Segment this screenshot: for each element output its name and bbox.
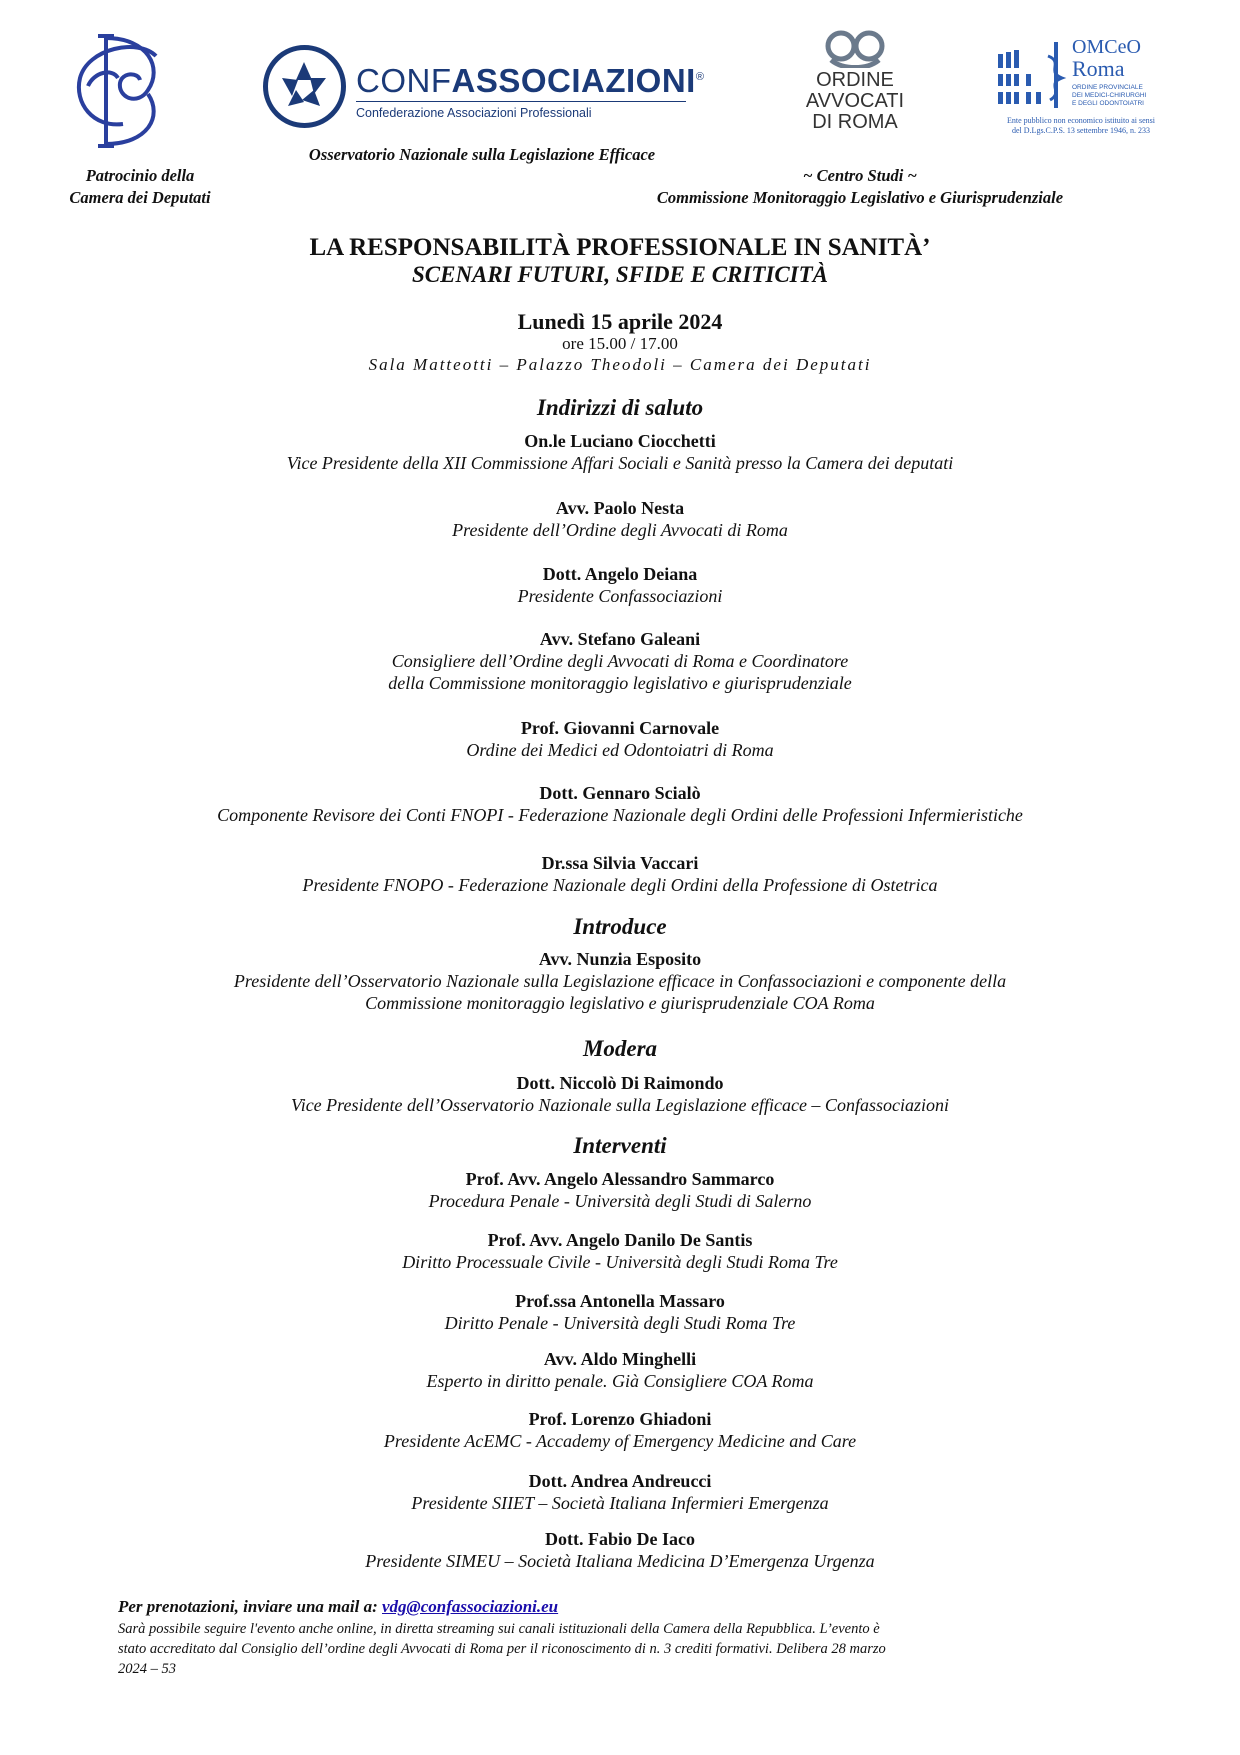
speaker-saluto-3	[60, 563, 1180, 607]
brand-associazioni: ASSOCIAZIONI	[451, 62, 696, 99]
confassociazioni-logo	[262, 44, 705, 129]
omceo-subtitle: Roma	[1072, 56, 1125, 81]
confassociazioni-emblem-icon	[262, 44, 347, 129]
speaker-role: Presidente dell’Osservatorio Nazionale sulla Legislazione efficace in Confassociazioni e componente della	[233, 971, 1007, 991]
booking-email-link[interactable]: vdg@confassociazioni.eu	[382, 1597, 559, 1616]
ordine-line-1: ORDINE	[816, 69, 894, 91]
speaker-saluto-4	[60, 628, 1180, 694]
speaker-role: Presidente AcEMC - Accademy of Emergency Medicine and Care	[383, 1431, 857, 1451]
camera-caption	[40, 165, 240, 209]
speaker-name: Avv. Aldo Minghelli	[543, 1349, 697, 1369]
brand-tagline: Confederazione Associazioni Professionali	[356, 106, 592, 120]
ordine-emblem-icon	[823, 26, 887, 68]
footer-note-line-1: Sarà possibile seguire l'evento anche online, in diretta streaming sui canali istituzionali della Camera della Repubblica. L’evento è	[118, 1621, 880, 1637]
speaker-role: Diritto Processuale Civile - Università degli Studi Roma Tre	[402, 1252, 838, 1272]
registered-mark: ®	[695, 71, 705, 83]
speaker-name: Dott. Fabio De Iaco	[545, 1529, 695, 1549]
booking-label: Per prenotazioni, inviare una mail a:	[118, 1597, 378, 1616]
speaker-name: Dott. Gennaro Scialò	[539, 783, 701, 803]
speaker-interventi-5	[60, 1408, 1180, 1452]
speaker-name: Dott. Angelo Deiana	[542, 564, 698, 584]
event-venue: Sala Matteotti – Palazzo Theodoli – Camera dei Deputati	[368, 355, 872, 374]
speaker-name: Avv. Nunzia Esposito	[538, 949, 702, 969]
osservatorio-caption: Osservatorio Nazionale sulla Legislazione Efficace	[308, 145, 656, 164]
speaker-name: Dott. Niccolò Di Raimondo	[516, 1073, 724, 1093]
footer-note	[118, 1619, 1138, 1679]
omceo-small-3: E DEGLI ODONTOIATRI	[1072, 100, 1144, 107]
speaker-role: Presidente dell’Ordine degli Avvocati di Roma	[452, 520, 788, 540]
page-subtitle: SCENARI FUTURI, SFIDE E CRITICITÀ	[411, 262, 829, 287]
speaker-role: Ordine dei Medici ed Odontoiatri di Roma	[466, 740, 774, 760]
section-heading-modera: Modera	[582, 1036, 658, 1061]
omceo-note-2: del D.Lgs.C.P.S. 13 settembre 1946, n. 233	[1012, 126, 1150, 135]
omceo-logo	[996, 36, 1166, 141]
centro-studi-caption	[600, 165, 1120, 209]
speaker-name: Avv. Paolo Nesta	[555, 498, 685, 518]
speaker-saluto-1	[60, 430, 1180, 474]
speaker-saluto-7	[60, 852, 1180, 896]
section-heading-introduce: Introduce	[573, 914, 667, 939]
speaker-saluto-6	[60, 782, 1180, 826]
event-date: Lunedì 15 aprile 2024	[517, 309, 723, 334]
speaker-name: Prof. Avv. Angelo Danilo De Santis	[487, 1230, 753, 1250]
speaker-role: Presidente SIMEU – Società Italiana Medicina D’Emergenza Urgenza	[365, 1551, 875, 1571]
speaker-name: Dr.ssa Silvia Vaccari	[541, 853, 699, 873]
camera-caption-line-2: Camera dei Deputati	[69, 188, 211, 207]
ordine-line-2: AVVOCATI	[805, 90, 905, 112]
speaker-introduce-1	[60, 948, 1180, 1014]
omceo-note-1: Ente pubblico non economico istituito ai sensi	[1007, 116, 1155, 125]
camera-caption-line-1: Patrocinio della	[85, 166, 195, 185]
speaker-role: Presidente FNOPO - Federazione Nazionale degli Ordini della Professione di Ostetrica	[302, 875, 938, 895]
speaker-interventi-1	[60, 1168, 1180, 1212]
speaker-interventi-2	[60, 1229, 1180, 1273]
speaker-name: Avv. Stefano Galeani	[539, 629, 701, 649]
speaker-modera-1	[60, 1072, 1180, 1116]
omceo-small-2: DEI MEDICI-CHIRURGHI	[1072, 92, 1147, 99]
speaker-interventi-7	[60, 1528, 1180, 1572]
event-time: ore 15.00 / 17.00	[562, 334, 678, 353]
page-title: LA RESPONSABILITÀ PROFESSIONALE IN SANITÀ’	[309, 234, 931, 261]
speaker-role: Vice Presidente della XII Commissione Affari Sociali e Sanità presso la Camera dei deputati	[286, 453, 954, 473]
section-heading-saluto: Indirizzi di saluto	[536, 395, 704, 420]
speaker-name: Prof. Avv. Angelo Alessandro Sammarco	[465, 1169, 775, 1189]
speaker-role: Diritto Penale - Università degli Studi Roma Tre	[444, 1313, 796, 1333]
speaker-role: Presidente Confassociazioni	[517, 586, 723, 606]
speaker-role: Vice Presidente dell’Osservatorio Nazionale sulla Legislazione efficace – Confassociazioni	[291, 1095, 949, 1115]
speaker-name: On.le Luciano Ciocchetti	[524, 431, 716, 451]
centro-caption-line-1: ~ Centro Studi ~	[803, 166, 917, 185]
speaker-interventi-3	[60, 1290, 1180, 1334]
speaker-name: Prof.ssa Antonella Massaro	[515, 1291, 725, 1311]
speaker-role: Componente Revisore dei Conti FNOPI - Federazione Nazionale degli Ordini delle Professioni Infermieristiche	[217, 805, 1023, 825]
footer-note-line-3: 2024 – 53	[118, 1661, 176, 1677]
footer-note-line-2: stato accreditato dal Consiglio dell’ordine degli Avvocati di Roma per il riconoscimento di n. 3 crediti formativi. Delibera 28 marzo	[118, 1641, 886, 1657]
speaker-name: Dott. Andrea Andreucci	[528, 1471, 712, 1491]
speaker-name: Prof. Giovanni Carnovale	[520, 718, 720, 738]
omceo-small-1: ORDINE PROVINCIALE	[1072, 84, 1143, 91]
section-heading-interventi: Interventi	[573, 1133, 667, 1158]
brand-conf: CONF	[356, 62, 452, 99]
omceo-title: OMCeO	[1072, 36, 1141, 58]
speaker-interventi-6	[60, 1470, 1180, 1514]
speaker-name: Prof. Lorenzo Ghiadoni	[528, 1409, 712, 1429]
speaker-saluto-5	[60, 717, 1180, 761]
speaker-role: Procedura Penale - Università degli Studi di Salerno	[428, 1191, 812, 1211]
speaker-role: Consigliere dell’Ordine degli Avvocati di Roma e Coordinatore	[391, 651, 849, 671]
speaker-role-line-2: Commissione monitoraggio legislativo e giurisprudenziale COA Roma	[365, 993, 875, 1013]
centro-caption-line-2: Commissione Monitoraggio Legislativo e Giurisprudenziale	[656, 188, 1064, 207]
speaker-role: Esperto in diritto penale. Già Consigliere COA Roma	[426, 1371, 814, 1391]
booking-line	[118, 1597, 558, 1617]
ordine-line-3: DI ROMA	[812, 111, 898, 133]
brand-divider	[356, 101, 686, 102]
camera-logo	[68, 28, 178, 153]
speaker-interventi-4	[60, 1348, 1180, 1392]
ordine-avvocati-logo	[790, 26, 920, 146]
speaker-role: Presidente SIIET – Società Italiana Infermieri Emergenza	[411, 1493, 829, 1513]
omceo-columns-icon	[996, 42, 1076, 112]
speaker-role-line-2: della Commissione monitoraggio legislativo e giurisprudenziale	[388, 673, 852, 693]
speaker-saluto-2	[60, 497, 1180, 541]
